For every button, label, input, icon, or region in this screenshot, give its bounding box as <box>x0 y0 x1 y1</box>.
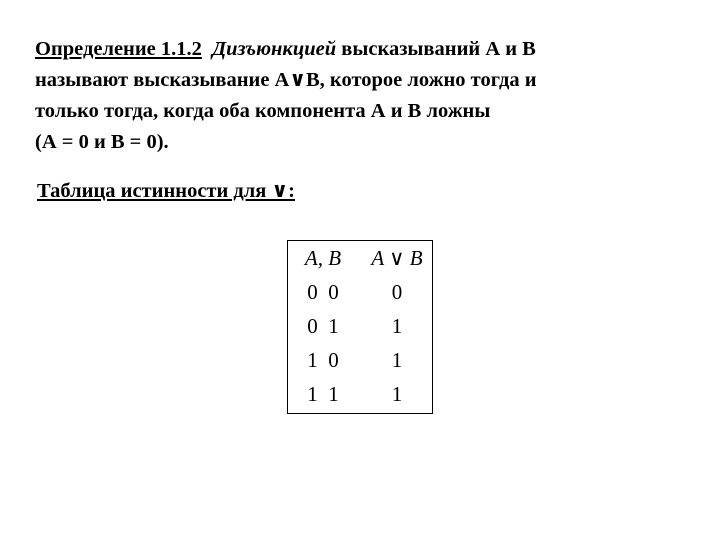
table-row <box>288 275 432 309</box>
cell-or: 1 <box>391 382 403 406</box>
definition-line-3: только тогда, когда оба компонента А и В ложны <box>35 100 491 122</box>
truth-table-header <box>288 241 432 275</box>
table-row <box>288 377 432 411</box>
truth-table <box>287 240 433 414</box>
definition-line-1 <box>35 34 695 65</box>
definition-block <box>35 34 695 158</box>
cell-ab: 1 0 <box>307 348 339 372</box>
definition-term: Дизъюнкцией <box>212 38 337 60</box>
cell-ab: 0 0 <box>307 280 339 304</box>
header-a-or-b: A ∨ B <box>371 246 423 270</box>
definition-line-1-rest: высказываний А и В <box>341 38 536 60</box>
definition-line-2: называют высказывание А∨В, которое ложно тогда и <box>35 69 537 91</box>
cell-or: 0 <box>391 280 403 304</box>
cell-or: 1 <box>391 314 403 338</box>
cell-ab: 0 1 <box>307 314 339 338</box>
header-ab: A, B <box>304 246 342 270</box>
definition-line-4: (А = 0 и В = 0). <box>35 131 169 153</box>
cell-or: 1 <box>391 348 403 372</box>
table-row <box>288 343 432 377</box>
definition-label: Определение 1.1.2 <box>35 38 202 60</box>
table-row <box>288 309 432 343</box>
truth-table-caption: Таблица истинности для ∨: <box>37 180 295 202</box>
cell-ab: 1 1 <box>307 382 339 406</box>
